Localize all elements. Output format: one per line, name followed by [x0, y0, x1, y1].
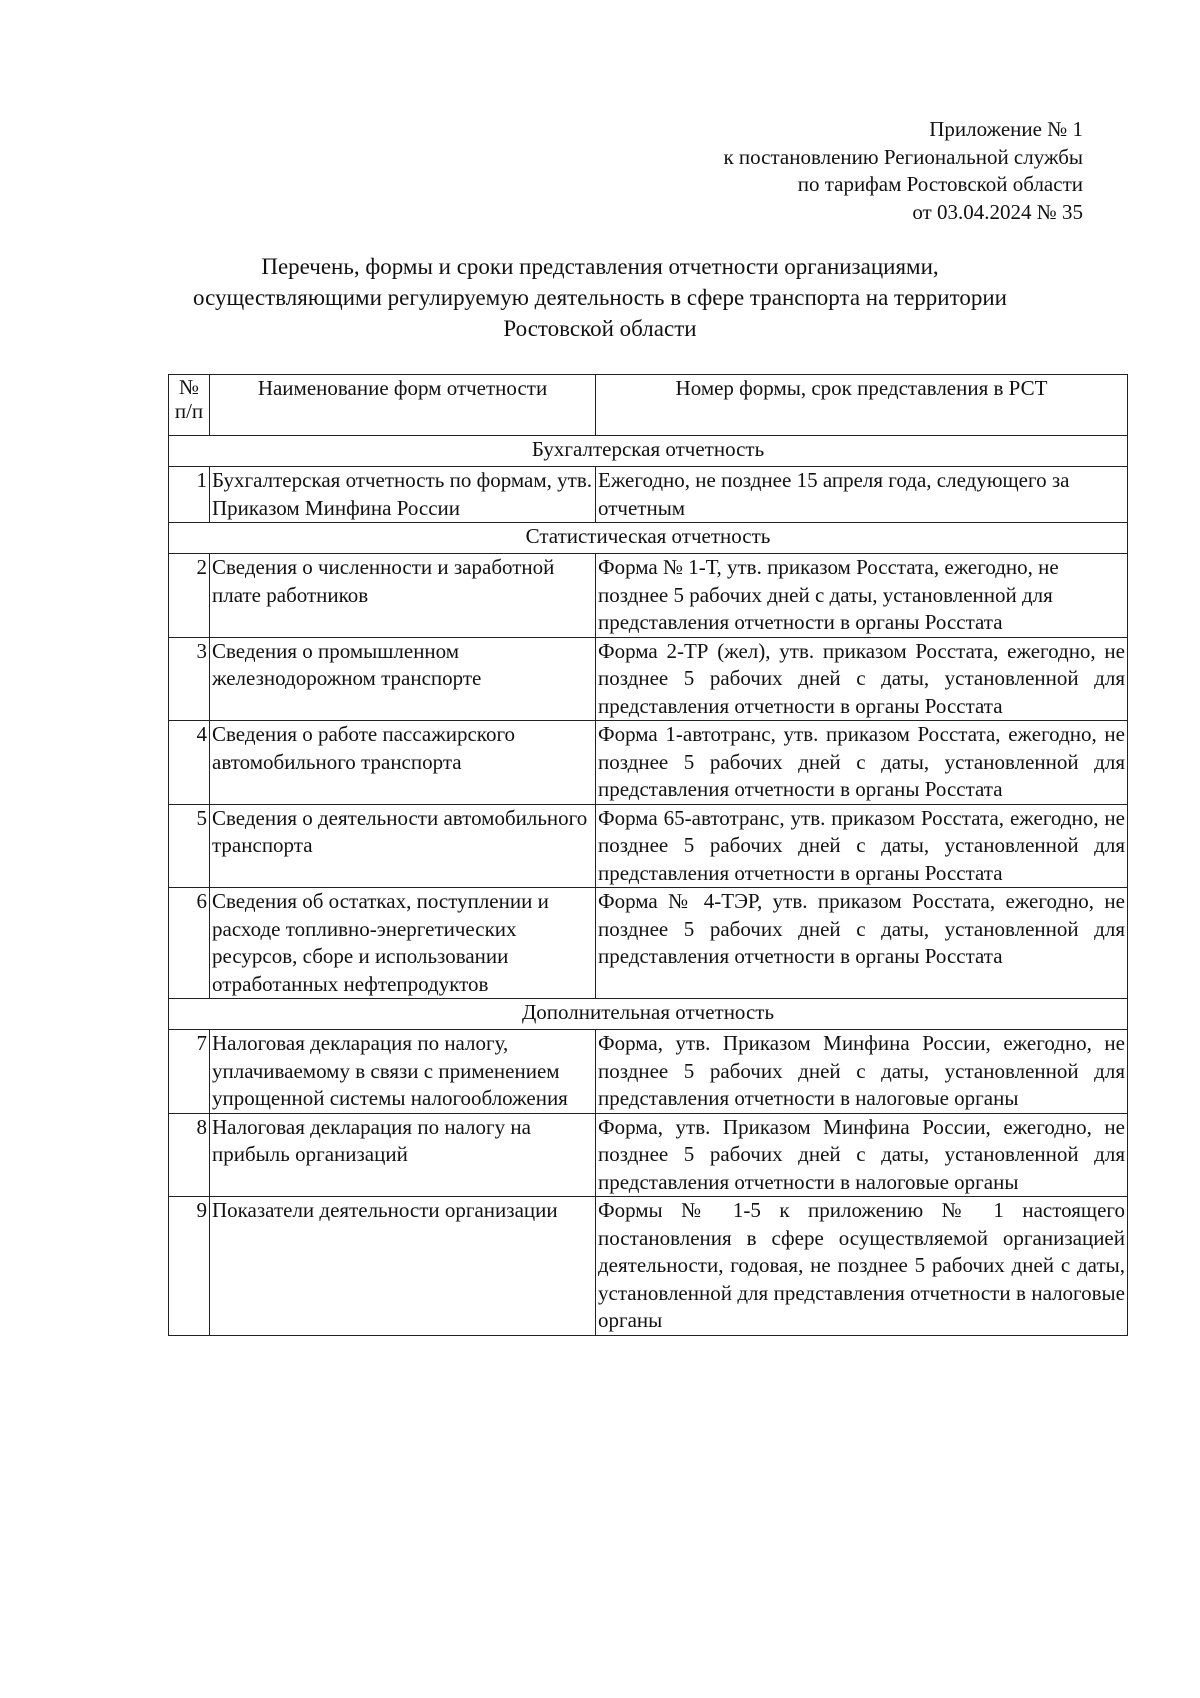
form-name-cell: Сведения об остатках, поступлении и расходе топливно-энергетических ресурсов, сборе и использовании отработанных нефтепродуктов — [210, 888, 596, 999]
table-row — [169, 1197, 1128, 1336]
form-name-cell: Налоговая декларация по налогу на прибыль организаций — [210, 1113, 596, 1197]
table-row — [169, 1113, 1128, 1197]
form-deadline-cell: Форма 2-ТР (жел), утв. приказом Росстата, ежегодно, не позднее 5 рабочих дней с даты, установленной для представления отчетности в органы Росстата — [596, 637, 1128, 721]
header-number — [169, 375, 210, 436]
header-form-deadline: Номер формы, срок представления в РСТ — [596, 375, 1128, 436]
header-number-sign: № — [178, 375, 200, 399]
table-row — [169, 804, 1128, 888]
reporting-table — [168, 374, 1128, 1336]
table-row — [169, 1030, 1128, 1114]
title-line: осуществляющими регулируемую деятельность в сфере транспорта на территории — [193, 285, 1007, 310]
form-name-cell: Сведения о работе пассажирского автомобильного транспорта — [210, 721, 596, 805]
header-form-name: Наименование форм отчетности — [210, 375, 596, 436]
form-deadline-cell: Форма № 1-Т, утв. приказом Росстата, ежегодно, не позднее 5 рабочих дней с даты, установленной для представления отчетности в органы Росстата — [596, 554, 1128, 638]
row-number: 8 — [169, 1113, 210, 1197]
table-body — [169, 436, 1128, 1336]
form-deadline-cell: Формы № 1-5 к приложению № 1 настоящего постановления в сфере осуществляемой организацией деятельности, годовая, не позднее 5 рабочих дней с даты, установленной для представления отчетности в налоговые органы — [596, 1197, 1128, 1336]
form-deadline-cell: Форма, утв. Приказом Минфина России, ежегодно, не позднее 5 рабочих дней с даты, установленной для представления отчетности в налоговые органы — [596, 1113, 1128, 1197]
form-deadline-cell: Ежегодно, не позднее 15 апреля года, следующего за отчетным — [596, 467, 1128, 523]
appendix-header — [723, 116, 1083, 226]
form-deadline-cell: Форма 1-автотранс, утв. приказом Росстата, ежегодно, не позднее 5 рабочих дней с даты, установленной для представления отчетности в органы Росстата — [596, 721, 1128, 805]
table-row — [169, 554, 1128, 638]
form-name-cell: Показатели деятельности организации — [210, 1197, 596, 1336]
row-number: 5 — [169, 804, 210, 888]
appendix-line: Приложение № 1 — [929, 117, 1083, 141]
title-line: Ростовской области — [503, 316, 697, 341]
table-header-row — [169, 375, 1128, 436]
form-deadline-cell: Форма, утв. Приказом Минфина России, ежегодно, не позднее 5 рабочих дней с даты, установленной для представления отчетности в налоговые органы — [596, 1030, 1128, 1114]
row-number: 9 — [169, 1197, 210, 1336]
row-number: 2 — [169, 554, 210, 638]
form-name-cell: Налоговая декларация по налогу, уплачиваемому в связи с применением упрощенной системы налогообложения — [210, 1030, 596, 1114]
row-number: 4 — [169, 721, 210, 805]
form-name-cell: Сведения о численности и заработной плате работников — [210, 554, 596, 638]
row-number: 3 — [169, 637, 210, 721]
section-row — [169, 999, 1128, 1030]
section-row — [169, 436, 1128, 467]
form-name-cell: Сведения о деятельности автомобильного транспорта — [210, 804, 596, 888]
row-number: 6 — [169, 888, 210, 999]
table-row — [169, 888, 1128, 999]
form-name-cell: Сведения о промышленном железнодорожном транспорте — [210, 637, 596, 721]
section-row — [169, 523, 1128, 554]
document-title — [150, 251, 1050, 344]
table-row — [169, 637, 1128, 721]
header-number-abbr: п/п — [174, 399, 204, 423]
title-line: Перечень, формы и сроки представления отчетности организациями, — [261, 254, 939, 279]
appendix-line: к постановлению Региональной службы — [723, 144, 1083, 169]
form-deadline-cell: Форма 65-автотранс, утв. приказом Росстата, ежегодно, не позднее 5 рабочих дней с даты, установленной для представления отчетности в органы Росстата — [596, 804, 1128, 888]
table-row — [169, 721, 1128, 805]
section-title: Статистическая отчетность — [169, 523, 1128, 554]
section-title: Бухгалтерская отчетность — [169, 436, 1128, 467]
row-number: 7 — [169, 1030, 210, 1114]
form-deadline-cell: Форма № 4-ТЭР, утв. приказом Росстата, ежегодно, не позднее 5 рабочих дней с даты, установленной для представления отчетности в органы Росстата — [596, 888, 1128, 999]
form-name-cell: Бухгалтерская отчетность по формам, утв. Приказом Минфина России — [210, 467, 596, 523]
table-row — [169, 467, 1128, 523]
appendix-line: по тарифам Ростовской области — [797, 172, 1083, 196]
appendix-line: от 03.04.2024 № 35 — [912, 199, 1083, 224]
row-number: 1 — [169, 467, 210, 523]
section-title: Дополнительная отчетность — [169, 999, 1128, 1030]
